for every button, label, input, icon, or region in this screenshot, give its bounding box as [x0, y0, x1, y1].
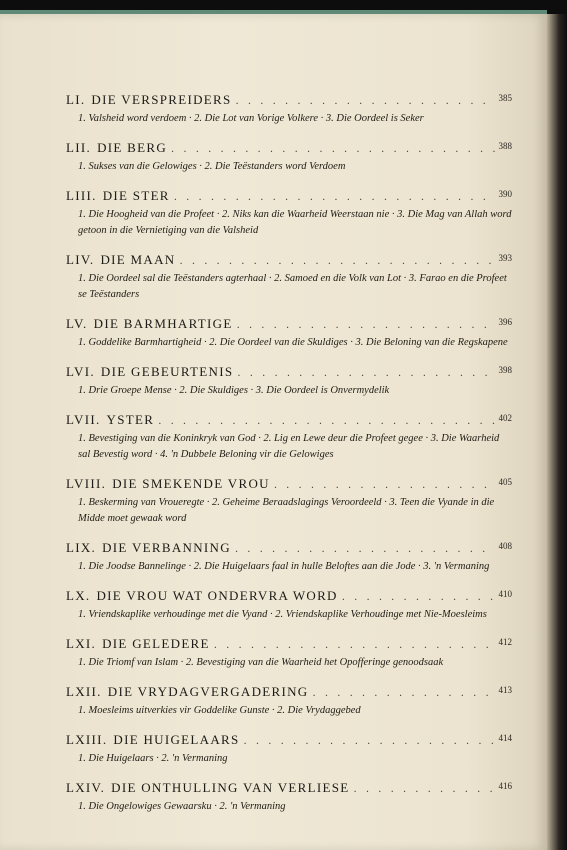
toc-entry-heading — [66, 364, 512, 382]
toc-entry — [66, 92, 512, 127]
chapter-title: DIE ONTHULLING VAN VERLIESE — [111, 780, 350, 795]
chapter-sections: 1. Sukses van die Gelowiges · 2. Die Teëstanders word Verdoem — [78, 161, 346, 172]
dot-leader — [236, 96, 495, 107]
page-number: 408 — [498, 541, 512, 551]
toc-entry-heading — [66, 636, 512, 654]
chapter-title: YSTER — [106, 412, 155, 427]
page-number: 410 — [498, 589, 512, 599]
dot-leader — [179, 256, 494, 267]
dot-leader — [237, 320, 495, 331]
chapter-sections: 1. Beskerming van Vroueregte · 2. Geheime Beraadslagings Veroordeeld · 3. Teen die Vyande in die Midde moet gewaak word — [78, 497, 495, 524]
page-number: 414 — [498, 733, 512, 743]
toc-entry-heading — [66, 316, 512, 334]
chapter-sections: 1. Goddelike Barmhartigheid · 2. Die Oordeel van die Skuldiges · 3. Die Beloning van die Regskapene — [78, 337, 508, 348]
chapter-sections: 1. Die Hoogheid van die Profeet · 2. Niks kan die Waarheid Weerstaan nie · 3. Die Mag van Allah word getoon in die Vernietiging van die Valsheid — [78, 209, 512, 236]
table-of-contents — [66, 92, 512, 815]
toc-entry — [66, 732, 512, 767]
chapter-title: DIE VROU WAT ONDERVRA WORD — [96, 588, 338, 603]
chapter-number: LI. — [66, 92, 86, 107]
dot-leader — [214, 640, 495, 651]
chapter-number: LIII. — [66, 188, 97, 203]
chapter-sections: 1. Die Ongelowiges Gewaarsku · 2. 'n Vermaning — [78, 801, 286, 812]
toc-entry-heading — [66, 252, 512, 270]
page-number: 405 — [498, 477, 512, 487]
chapter-title: DIE STER — [102, 188, 170, 203]
chapter-sections: 1. Die Oordeel sal die Teëstanders agterhaal · 2. Samoed en die Volk van Lot · 3. Farao en die Profeet se Teëstanders — [78, 273, 507, 300]
dot-leader — [244, 736, 495, 747]
chapter-title: DIE BERG — [97, 140, 168, 155]
page-number: 388 — [498, 141, 512, 151]
dot-leader — [235, 544, 495, 555]
chapter-number: LVII. — [66, 412, 101, 427]
chapter-number: LXIV. — [66, 780, 106, 795]
dot-leader — [237, 368, 494, 379]
toc-entry-heading — [66, 540, 512, 558]
toc-entry — [66, 588, 512, 623]
chapter-title: DIE VERSPREIDERS — [91, 92, 232, 107]
page-gutter-shadow — [547, 14, 567, 850]
toc-entry-heading — [66, 476, 512, 494]
page-number: 416 — [498, 781, 512, 791]
page-number: 398 — [498, 365, 512, 375]
chapter-sections: 1. Bevestiging van die Koninkryk van God · 2. Lig en Lewe deur die Profeet gegee · 3. Die Waarheid sal Bevestig word · 4. 'n Dubbele Beloning vir die Gelowiges — [78, 433, 500, 460]
page-number: 413 — [498, 685, 512, 695]
toc-entry-heading — [66, 140, 512, 158]
chapter-number: LIX. — [66, 540, 97, 555]
page-number: 412 — [498, 637, 512, 647]
chapter-number: LV. — [66, 316, 88, 331]
chapter-title: DIE SMEKENDE VROU — [112, 476, 270, 491]
chapter-sections: 1. Drie Groepe Mense · 2. Die Skuldiges · 3. Die Oordeel is Onvermydelik — [78, 385, 390, 396]
chapter-number: LVI. — [66, 364, 95, 379]
dot-leader — [342, 592, 495, 603]
chapter-title: DIE GELEDERE — [102, 636, 210, 651]
chapter-number: LX. — [66, 588, 91, 603]
toc-entry — [66, 540, 512, 575]
toc-entry — [66, 636, 512, 671]
page-number: 393 — [498, 253, 512, 263]
chapter-number: LXII. — [66, 684, 102, 699]
toc-entry — [66, 780, 512, 815]
chapter-number: LIV. — [66, 252, 95, 267]
toc-entry-heading — [66, 684, 512, 702]
toc-entry-heading — [66, 188, 512, 206]
toc-entry — [66, 188, 512, 239]
dot-leader — [354, 784, 495, 795]
chapter-title: DIE VRYDAGVERGADERING — [107, 684, 309, 699]
chapter-number: LXIII. — [66, 732, 108, 747]
toc-entry — [66, 684, 512, 719]
chapter-title: DIE MAAN — [100, 252, 176, 267]
chapter-sections: 1. Die Joodse Bannelinge · 2. Die Huigelaars faal in hulle Beloftes aan die Jode · 3. 'n Vermaning — [78, 561, 490, 572]
toc-entry — [66, 364, 512, 399]
toc-entry-heading — [66, 588, 512, 606]
toc-entry-heading — [66, 780, 512, 798]
dot-leader — [274, 480, 495, 491]
chapter-sections: 1. Die Triomf van Islam · 2. Bevestiging van die Waarheid het Opofferinge genoodsaak — [78, 657, 444, 668]
chapter-title: DIE BARMHARTIGE — [93, 316, 233, 331]
page-number: 385 — [498, 93, 512, 103]
toc-entry — [66, 476, 512, 527]
chapter-sections: 1. Die Huigelaars · 2. 'n Vermaning — [78, 753, 228, 764]
chapter-title: DIE GEBEURTENIS — [100, 364, 234, 379]
toc-entry — [66, 140, 512, 175]
toc-entry-heading — [66, 412, 512, 430]
chapter-number: LXI. — [66, 636, 97, 651]
chapter-title: DIE VERBANNING — [102, 540, 231, 555]
toc-entry — [66, 316, 512, 351]
chapter-title: DIE HUIGELAARS — [113, 732, 240, 747]
chapter-number: LII. — [66, 140, 92, 155]
dot-leader — [313, 688, 495, 699]
chapter-sections: 1. Moesleims uitverkies vir Goddelike Gunste · 2. Die Vrydaggebed — [78, 705, 361, 716]
dot-leader — [174, 192, 495, 203]
toc-entry-heading — [66, 92, 512, 110]
toc-entry-heading — [66, 732, 512, 750]
toc-entry — [66, 252, 512, 303]
chapter-sections: 1. Vriendskaplike verhoudinge met die Vyand · 2. Vriendskaplike Verhoudinge met Nie-Moesleims — [78, 609, 487, 620]
page-number: 402 — [498, 413, 512, 423]
chapter-sections: 1. Valsheid word verdoem · 2. Die Lot van Vorige Volkere · 3. Die Oordeel is Seker — [78, 113, 424, 124]
chapter-number: LVIII. — [66, 476, 107, 491]
dot-leader — [158, 416, 494, 427]
page-number: 396 — [498, 317, 512, 327]
toc-entry — [66, 412, 512, 463]
page-number: 390 — [498, 189, 512, 199]
dot-leader — [171, 144, 494, 155]
